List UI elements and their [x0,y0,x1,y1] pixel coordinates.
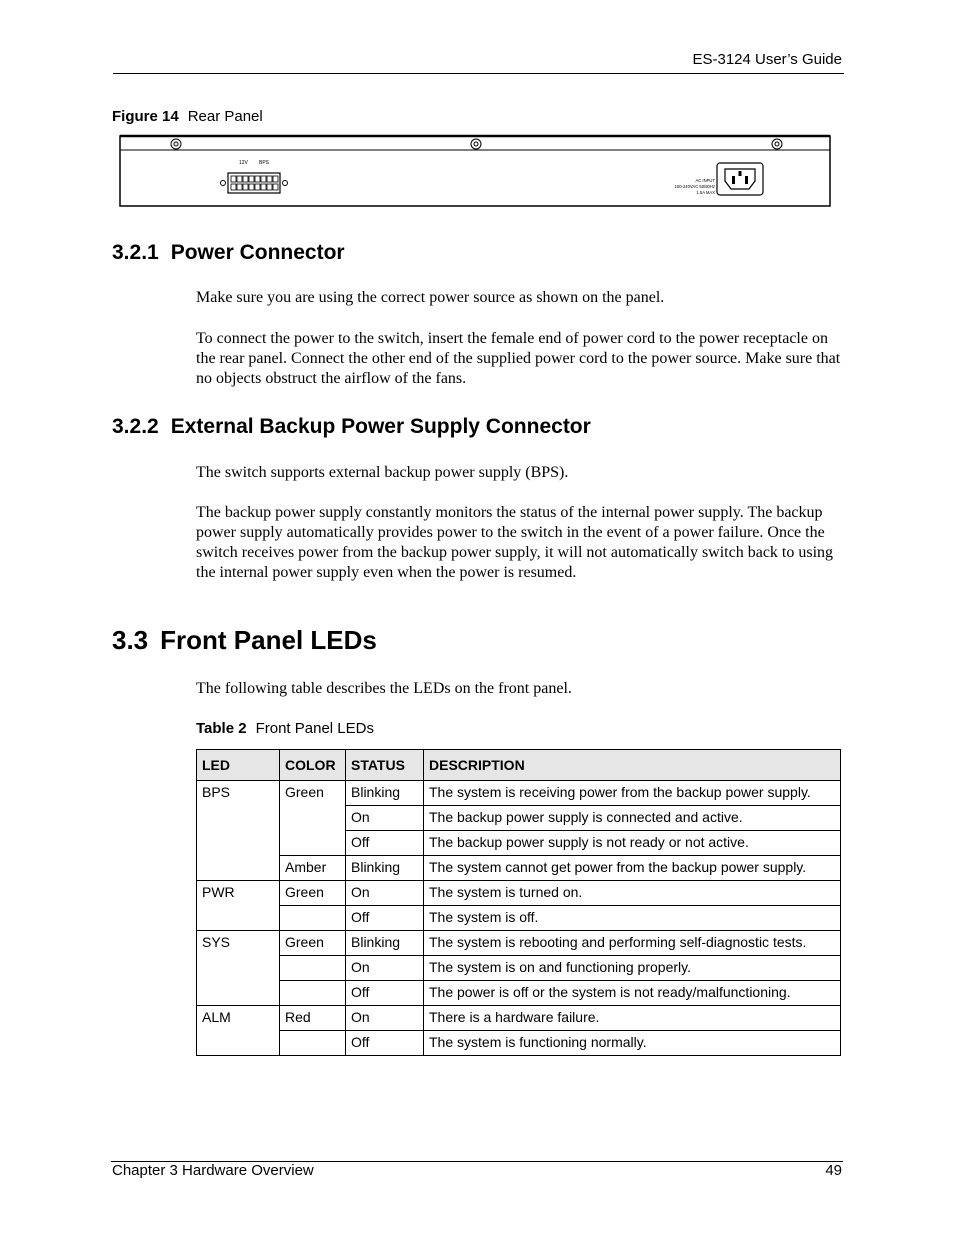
table-row [197,1031,841,1056]
paragraph: The following table describes the LEDs on the front panel. [196,680,572,697]
status-cell: Blinking [346,856,424,881]
color-cell: Amber [280,856,346,881]
bps-connector-icon [221,173,288,193]
led-cell: BPS [197,781,280,881]
description-cell: The backup power supply is connected and active. [424,806,841,831]
header-rule [113,73,844,74]
figure-caption [112,108,263,125]
ac-voltage-label: 100-240VAC 50/60Hz [674,184,715,189]
table-row [197,906,841,931]
status-cell: On [346,1006,424,1031]
color-cell [280,956,346,981]
table-header-row [197,750,841,781]
paragraph: The switch supports external backup power supply (BPS). [196,464,569,481]
dc-label: 12V [239,160,248,166]
color-cell [280,981,346,1006]
color-cell: Green [280,931,346,956]
table-label: Table 2 [196,720,247,737]
column-header-led: LED [197,750,280,781]
table-caption [196,720,374,737]
color-cell: Green [280,881,346,906]
color-cell: Red [280,1006,346,1031]
color-cell [280,1031,346,1056]
table-row [197,856,841,881]
paragraph: The backup power supply constantly monitors the status of the internal power supply. The backup power supply automatically provides power to the switch in the event of a power failure. Once the switch receives power from the backup power supply, it will not automatically switch back to using the internal power supply even when the power is resumed. [196,504,834,581]
figure-caption-text: Rear Panel [187,108,263,125]
section-heading-3-2-2 [112,415,591,439]
description-cell: The system cannot get power from the backup power supply. [424,856,841,881]
description-cell: The system is receiving power from the backup power supply. [424,781,841,806]
led-cell: PWR [197,881,280,931]
footer-chapter: Chapter 3 Hardware Overview [112,1162,314,1179]
paragraph: To connect the power to the switch, insert the female end of power cord to the power receptacle on the rear panel. Connect the other end of the supplied power cord to the power source. Make sure that no objects obstruct the airflow of the fans. [196,330,841,387]
bps-label: BPS [259,160,270,166]
figure-label: Figure 14 [112,108,179,125]
description-cell: The system is functioning normally. [424,1031,841,1056]
status-cell: Off [346,906,424,931]
mount-screw-icon [772,139,782,149]
ac-current-label: 1.5A MAX [696,190,715,195]
mount-screw-icon [171,139,181,149]
description-cell: The system is on and functioning properly. [424,956,841,981]
status-cell: On [346,881,424,906]
table-row [197,1006,841,1031]
running-header-title: ES-3124 User’s Guide [692,51,842,68]
column-header-color: COLOR [280,750,346,781]
status-cell: Blinking [346,781,424,806]
table-row [197,781,841,806]
ac-input-label: AC INPUT [695,178,715,183]
description-cell: The backup power supply is not ready or not active. [424,831,841,856]
table-row [197,881,841,906]
table-row [197,981,841,1006]
rear-panel-illustration [119,133,831,207]
led-cell: ALM [197,1006,280,1056]
status-cell: Off [346,831,424,856]
status-cell: Blinking [346,931,424,956]
section-number: 3.2.2 [112,415,159,438]
description-cell: The power is off or the system is not ready/malfunctioning. [424,981,841,1006]
ac-power-socket-icon [717,163,763,195]
color-cell: Green [280,781,346,856]
section-title: External Backup Power Supply Connector [170,415,591,438]
section-number: 3.2.1 [112,241,159,264]
table-row [197,956,841,981]
status-cell: Off [346,981,424,1006]
page-number: 49 [825,1162,842,1179]
status-cell: Off [346,1031,424,1056]
led-cell: SYS [197,931,280,1006]
table-row [197,931,841,956]
section-number: 3.3 [112,625,149,655]
description-cell: The system is rebooting and performing self-diagnostic tests. [424,931,841,956]
status-cell: On [346,956,424,981]
color-cell [280,906,346,931]
paragraph: Make sure you are using the correct power source as shown on the panel. [196,289,665,306]
section-heading-3-2-1 [112,241,345,265]
table-caption-text: Front Panel LEDs [255,720,374,737]
column-header-status: STATUS [346,750,424,781]
section-title: Front Panel LEDs [160,625,377,655]
mount-screw-icon [471,139,481,149]
front-panel-leds-table [196,749,841,1056]
column-header-description: DESCRIPTION [424,750,841,781]
description-cell: The system is turned on. [424,881,841,906]
status-cell: On [346,806,424,831]
section-heading-3-3 [112,625,377,656]
description-cell: There is a hardware failure. [424,1006,841,1031]
section-title: Power Connector [170,241,345,264]
description-cell: The system is off. [424,906,841,931]
